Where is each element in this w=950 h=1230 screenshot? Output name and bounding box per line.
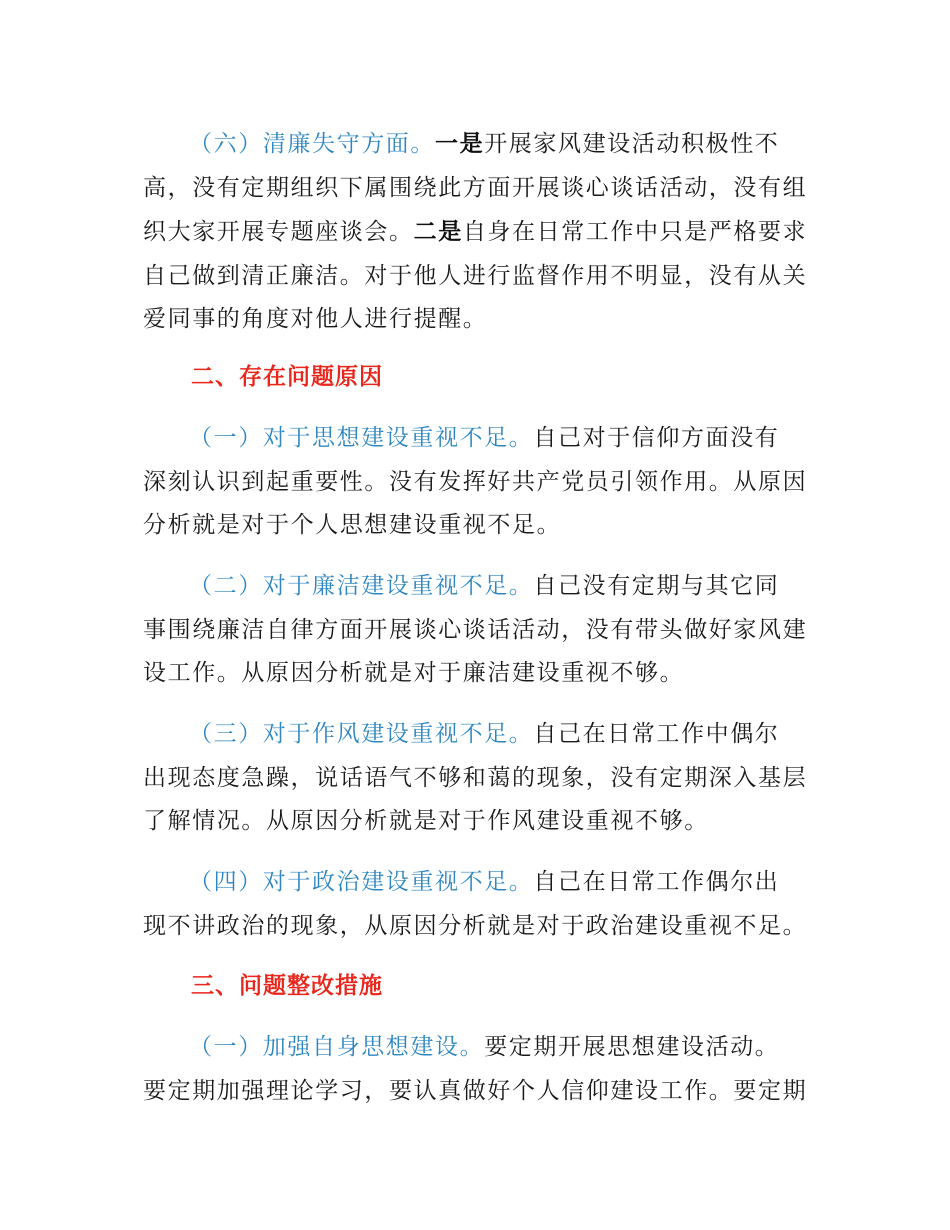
paragraph-line: 了解情况。从原因分析就是对于作风建设重视不够。 xyxy=(143,808,709,834)
subheading-text: （二）对于廉洁建设重视不足。 xyxy=(189,573,534,599)
paragraph-line xyxy=(143,1026,813,1070)
body-text: 自己没有定期与其它同 xyxy=(533,573,780,599)
subheading-text: （一）对于思想建设重视不足。 xyxy=(189,425,534,451)
paragraph-line: 爱同事的角度对他人进行提醒。 xyxy=(143,306,488,332)
paragraph-line: 分析就是对于个人思想建设重视不足。 xyxy=(143,512,562,538)
paragraph-line xyxy=(143,861,813,905)
body-text: 要定期开展思想建设活动。 xyxy=(484,1034,780,1060)
body-text: 自身在日常工作中只是严格要求 xyxy=(462,219,808,245)
paragraph-line: 高，没有定期组织下属围绕此方面开展谈心谈话活动，没有组 xyxy=(143,174,808,201)
paragraph-line: 设工作。从原因分析就是对于廉洁建设重视不够。 xyxy=(143,660,685,686)
paragraph-line xyxy=(143,417,813,461)
paragraph-cause-ideology xyxy=(143,417,813,548)
section-heading-causes: 二、存在问题原因 xyxy=(191,364,383,390)
paragraph-cause-politics xyxy=(143,861,813,948)
keyword-text: 一是 xyxy=(435,130,485,157)
paragraph-line xyxy=(143,565,813,609)
body-text: 自己在日常工作偶尔出 xyxy=(533,869,780,895)
body-text: 织大家开展专题座谈会。 xyxy=(143,219,414,245)
paragraph-line xyxy=(143,713,813,757)
paragraph-cause-work-style xyxy=(143,713,813,844)
keyword-text: 二是 xyxy=(413,218,463,245)
subheading-text: （一）加强自身思想建设。 xyxy=(189,1034,485,1060)
body-text: 自己在日常工作中偶尔 xyxy=(533,721,780,747)
subheading-text: （四）对于政治建设重视不足。 xyxy=(189,869,534,895)
paragraph-line: 事围绕廉洁自律方面开展谈心谈话活动，没有带头做好家风建 xyxy=(143,616,808,643)
body-text: 开展家风建设活动积极性不 xyxy=(484,131,780,157)
paragraph-clean-governance xyxy=(143,122,813,342)
subheading-text: （六）清廉失守方面。 xyxy=(189,131,435,157)
subheading-text: （三）对于作风建设重视不足。 xyxy=(189,721,534,747)
paragraph-measure-ideology xyxy=(143,1026,813,1113)
section-heading-rectification: 三、问题整改措施 xyxy=(191,973,383,999)
paragraph-cause-integrity xyxy=(143,565,813,696)
paragraph-line xyxy=(143,210,813,255)
body-text: 自己对于信仰方面没有 xyxy=(533,425,780,451)
paragraph-line: 深刻认识到起重要性。没有发挥好共产党员引领作用。从原因 xyxy=(143,468,808,495)
paragraph-line: 自己做到清正廉洁。对于他人进行监督作用不明显，没有从关 xyxy=(143,262,808,289)
paragraph-line: 出现态度急躁，说话语气不够和蔼的现象，没有定期深入基层 xyxy=(143,764,808,791)
paragraph-line: 要定期加强理论学习，要认真做好个人信仰建设工作。要定期 xyxy=(143,1077,808,1104)
paragraph-line: 现不讲政治的现象，从原因分析就是对于政治建设重视不足。 xyxy=(143,912,808,939)
paragraph-line xyxy=(143,122,813,167)
